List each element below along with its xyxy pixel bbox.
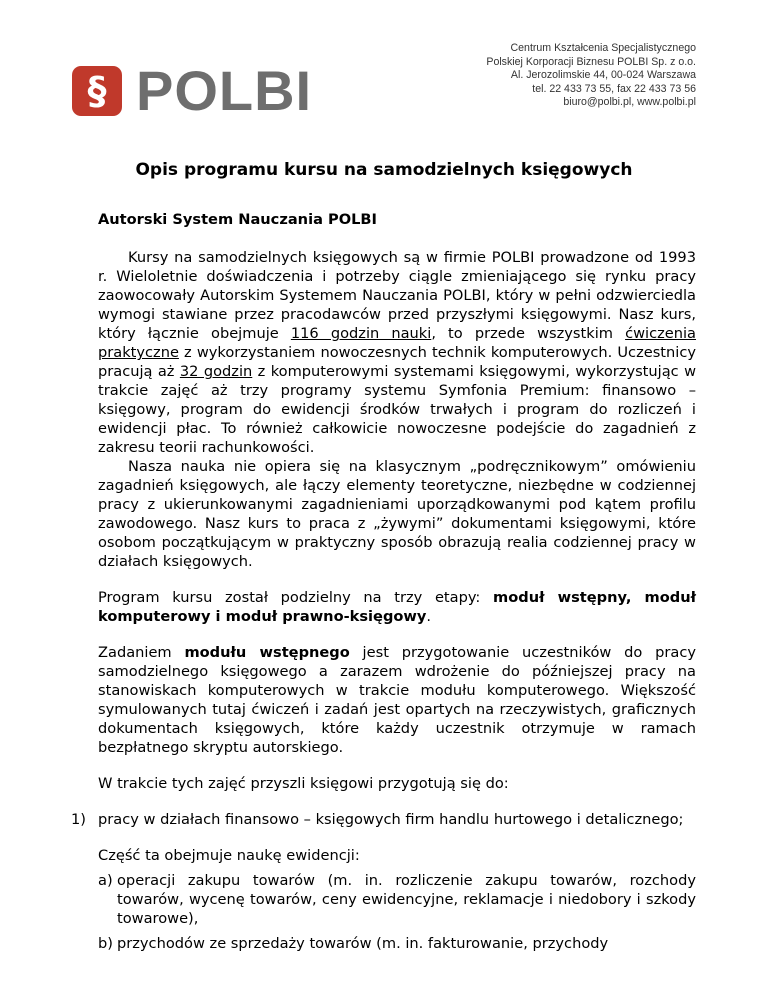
letterhead (0, 0, 768, 130)
contact-line: tel. 22 433 73 55, fax 22 433 73 56 (532, 82, 696, 95)
contact-line: Polskiej Korporacji Biznesu POLBI Sp. z o.o. (486, 55, 696, 68)
sub-list-letter: b) (98, 935, 113, 952)
paragraph-intro (98, 248, 696, 457)
polbi-logo (72, 59, 313, 122)
sub-list-text: przychodów ze sprzedaży towarów (m. in. fakturowanie, przychody (117, 935, 609, 952)
practice-highlight: ćwiczenia praktyczne (98, 325, 697, 361)
text: , to przede wszystkim (431, 325, 626, 342)
paragraph-program (98, 588, 696, 626)
list-item-text: pracy w działach finansowo – księgowych firm handlu hurtowego i detalicznego; (98, 811, 684, 828)
paragraph-intro-module (98, 643, 696, 757)
sub-list-item (98, 934, 696, 953)
contact-line: Al. Jerozolimskie 44, 00-024 Warszawa (510, 69, 696, 82)
intro-module-bold: modułu wstępnego (184, 644, 350, 661)
document-title: Opis programu kursu na samodzielnych księgowych (135, 160, 633, 180)
contact-line: biuro@polbi.pl, www.polbi.pl (563, 96, 696, 109)
text: z komputerowymi systemami księgowymi, wykorzystując w trakcie zajęć aż trzy programy systemu Symfonia Premium: finansowo – księgowy, program do ewidencji środków trwałych i program do rozliczeń i ewidencji płac. To również całkowicie nowoczesne podejście do zagadnień z zakresu teorii rachunkowości. (98, 363, 697, 456)
paragraph-prepare: W trakcie tych zajęć przyszli księgowi przygotują się do: (98, 775, 509, 792)
modules-bold: moduł wstępny, moduł komputerowy i moduł prawno-księgowy (98, 589, 696, 625)
contact-line: Centrum Kształcenia Specjalistycznego (510, 42, 696, 54)
section-heading: Autorski System Nauczania POLBI (98, 211, 377, 228)
text: Program kursu został podzielny na trzy etapy: (98, 589, 494, 606)
sub-list-item (98, 871, 696, 928)
contact-block (486, 42, 696, 110)
paragraph-method: Nasza nauka nie opiera się na klasycznym „podręcznikowym” omówieniu zagadnień księgowych, ale łączy elementy teoretyczne, niezbędne w codziennej pracy z ukierunkowanymi zagadnieniami uporządkowanymi pod kątem profilu zawodowego. Nasz kurs to praca z „żywymi” dokumentami księgowymi, które osobom początkującym w praktyczny sposób obrazują realia codziennej pracy w działach księgowych. (98, 458, 696, 570)
text: . (426, 608, 432, 625)
sub-list-text: operacji zakupu towarów (m. in. rozliczenie zakupu towarów, rozchody towarów, wycenę towarów, ceny ewidencyjne, reklamacje i niedobory i szkody towarowe), (117, 872, 696, 927)
sub-list-letter: a) (98, 872, 113, 889)
section-sign-icon: § (72, 66, 122, 116)
text: z wykorzystaniem nowoczesnych technik komputerowych. Uczestnicy pracują aż (98, 344, 696, 380)
hours2-highlight: 32 godzin (179, 363, 253, 380)
logo-text: POLBI (136, 59, 313, 122)
list-item (71, 810, 696, 829)
hours-highlight: 116 godzin nauki (290, 325, 432, 342)
text: Zadaniem (98, 644, 185, 661)
text: Kursy na samodzielnych księgowych są w firmie POLBI prowadzone od 1993 r. Wieloletnie doświadczenia i potrzeby ciągle zmieniającego się rynku pracy zaowocowały Autorskim Systemem Nauczania POLBI, który w pełni odzwierciedla wymogi stawiane przez pracodawców przed przyszłymi księgowymi. Nasz kurs, który łącznie obejmuje (98, 249, 696, 342)
list-number: 1) (71, 811, 86, 828)
list-intro: Część ta obejmuje naukę ewidencji: (98, 847, 360, 864)
document-body (71, 210, 697, 953)
text: jest przygotowanie uczestników do pracy samodzielnego księgowego a zarazem wdrożenie do późniejszej pracy na stanowiskach komputerowych w trakcie modułu komputerowego. Większość symulowanych tutaj ćwiczeń i zadań jest opartych na rzeczywistych, graficznych dokumentach księgowych, które każdy uczestnik otrzymuje w ramach bezpłatnego skryptu autorskiego. (98, 644, 696, 756)
